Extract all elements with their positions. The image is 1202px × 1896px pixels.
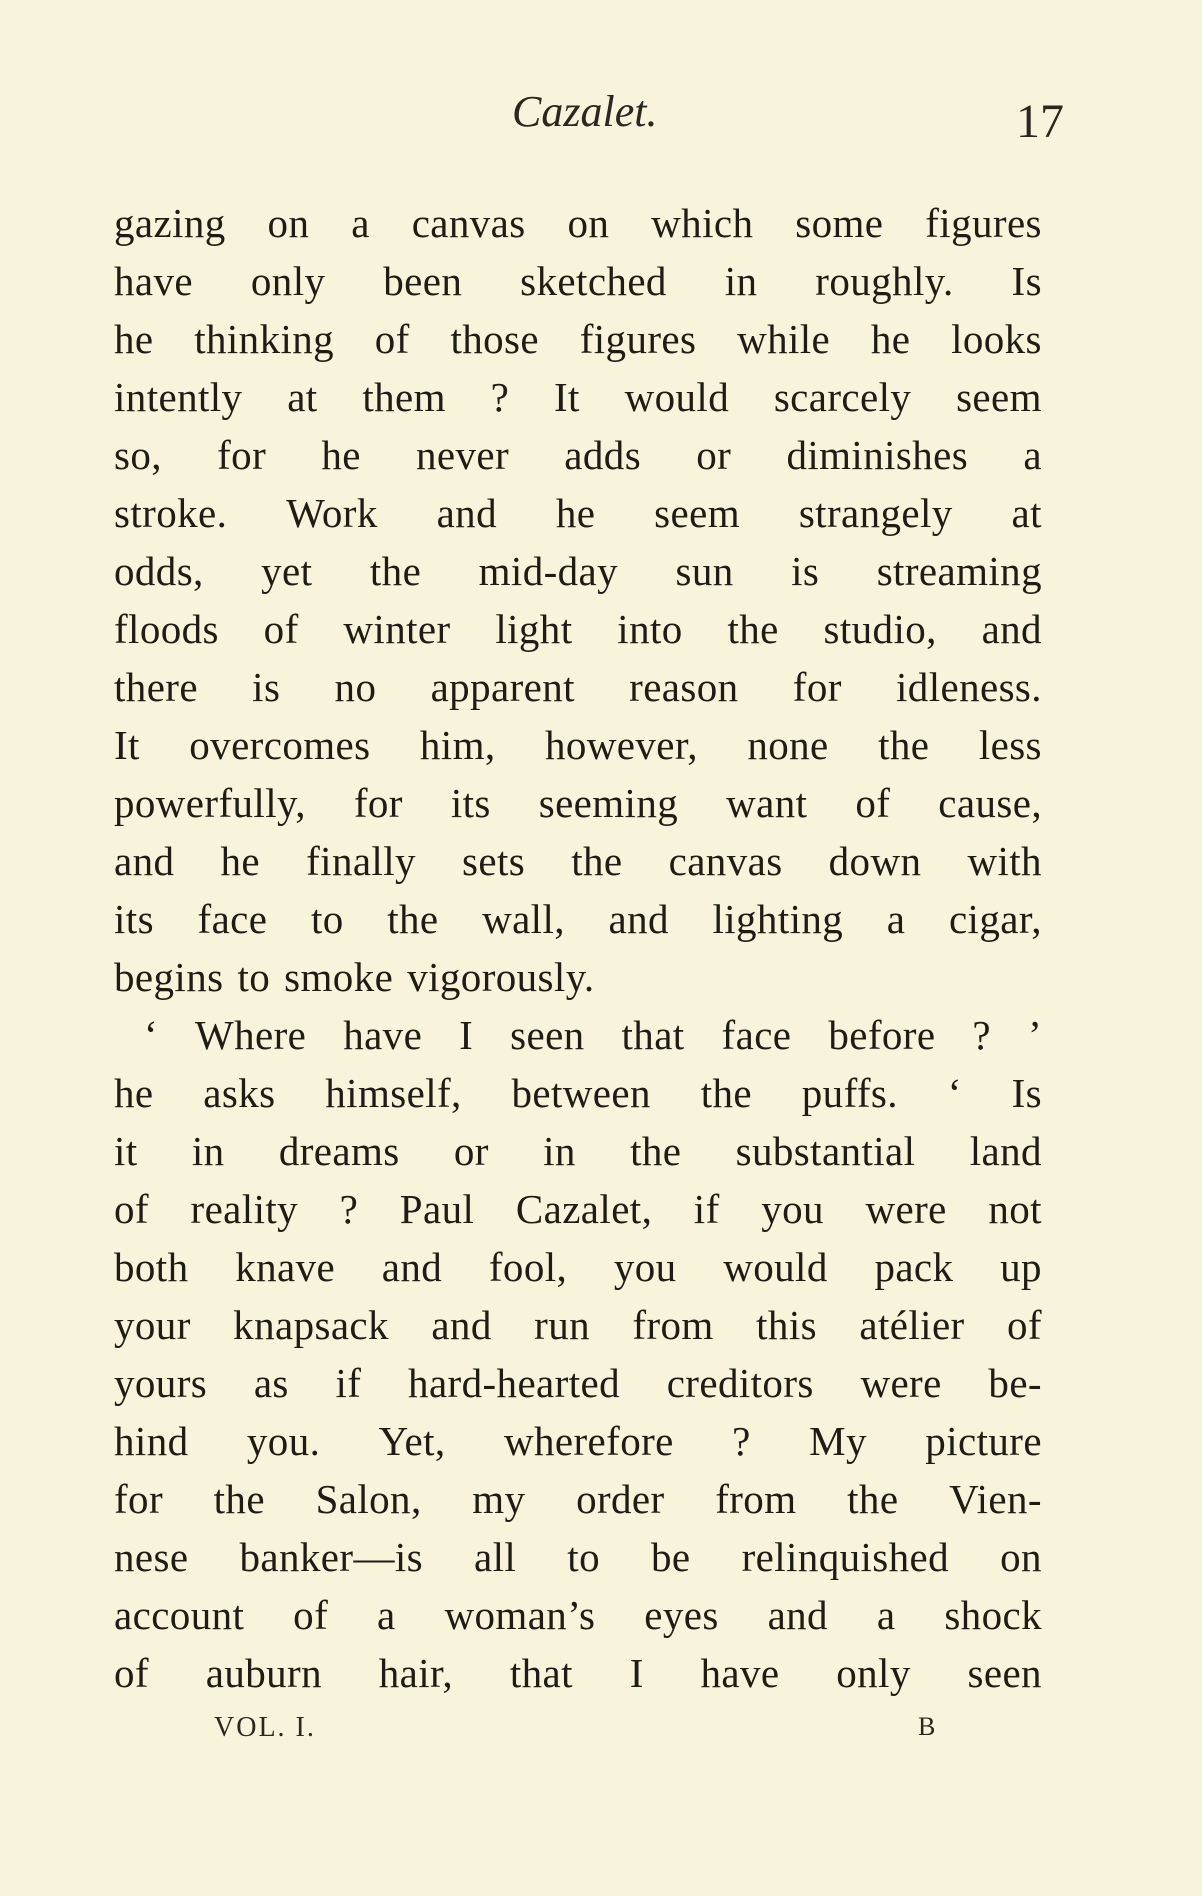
text-line: yours as if hard-hearted creditors were be- [114,1360,1042,1406]
text-line: gazing on a canvas on which some figures [114,200,1042,246]
text-line: hind you. Yet, wherefore ? My picture [114,1418,1042,1464]
text-line: ‘ Where have I seen that face before ? ’ [144,1012,1042,1058]
text-line: nese banker—is all to be relinquished on [114,1534,1042,1580]
volume-signature: VOL. I. [214,1712,316,1743]
text-line: of reality ? Paul Cazalet, if you were not [114,1186,1042,1232]
text-line: and he finally sets the canvas down with [114,838,1042,884]
text-line: of auburn hair, that I have only seen [114,1650,1042,1696]
page-footer [0,1712,1202,1752]
text-line: your knapsack and run from this atélier of [114,1302,1042,1348]
text-line: It overcomes him, however, none the less [114,722,1042,768]
signature-mark: B [918,1712,936,1741]
text-line: for the Salon, my order from the Vien- [114,1476,1042,1522]
text-line: stroke. Work and he seem strangely at [114,490,1042,536]
text-line: floods of winter light into the studio, and [114,606,1042,652]
text-line: it in dreams or in the substantial land [114,1128,1042,1174]
text-line: account of a woman’s eyes and a shock [114,1592,1042,1638]
text-line: have only been sketched in roughly. Is [114,258,1042,304]
text-line: he asks himself, between the puffs. ‘ Is [114,1070,1042,1116]
text-line: so, for he never adds or diminishes a [114,432,1042,478]
running-title: Cazalet. [512,87,658,136]
text-line: both knave and fool, you would pack up [114,1244,1042,1290]
text-line: there is no apparent reason for idleness. [114,664,1042,710]
text-line: he thinking of those figures while he looks [114,316,1042,362]
body-text [114,194,1042,1702]
text-line: begins to smoke vigorously. [114,954,595,1000]
text-line: powerfully, for its seeming want of cause, [114,780,1042,826]
page-number: 17 [1016,95,1064,148]
text-line: its face to the wall, and lighting a cigar, [114,896,1042,942]
text-line: odds, yet the mid-day sun is streaming [114,548,1042,594]
text-line: intently at them ? It would scarcely seem [114,374,1042,420]
page-header [0,86,1202,146]
